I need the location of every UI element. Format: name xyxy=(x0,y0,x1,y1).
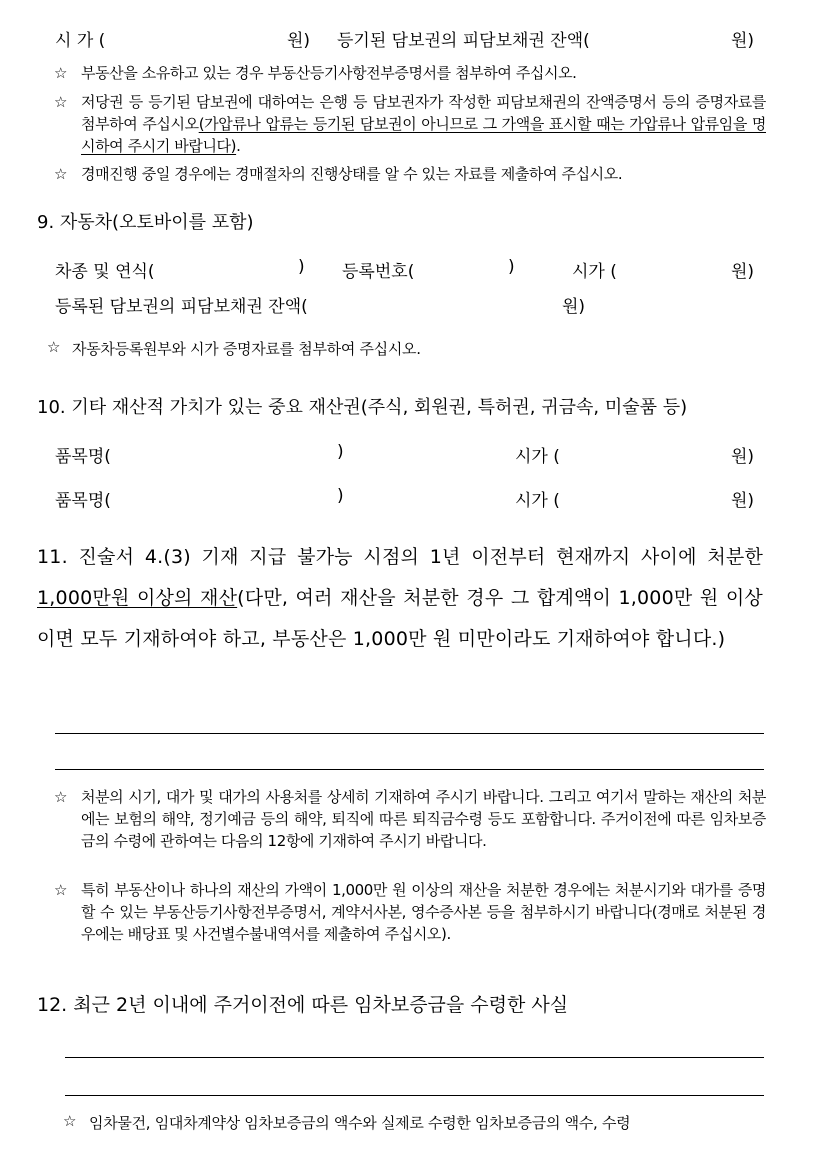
won-label: 원) xyxy=(731,31,755,51)
note-car-registry: 자동차등록원부와 시가 증명자료를 첨부하여 주십시오. xyxy=(72,340,421,358)
fill-in-line xyxy=(55,733,764,734)
star-icon: ☆ xyxy=(47,338,61,356)
registration-number-label: 등록번호( xyxy=(342,262,415,282)
won-label: 원) xyxy=(731,491,755,511)
won-label: 원) xyxy=(562,297,586,317)
star-icon: ☆ xyxy=(54,93,68,111)
secured-claim-label: 등기된 담보권의 피담보채권 잔액( xyxy=(337,31,590,51)
section-9-title: 9. 자동차(오토바이를 포함) xyxy=(37,212,254,233)
note-realestate-registry: ☆ 부동산을 소유하고 있는 경우 부동산등기사항전부증명서를 첨부하여 주십시오. xyxy=(54,64,577,82)
section-12-title: 12. 최근 2년 이내에 주거이전에 따른 임차보증금을 수령한 사실 xyxy=(37,994,569,1016)
close-paren: ) xyxy=(508,257,515,277)
star-icon: ☆ xyxy=(63,1112,77,1130)
section-11-paragraph: 11. 진술서 4.(3) 기재 지급 불가능 시점의 1년 이전부터 현재까지 사이에 처분한 1,000만원 이상의 재산(다만, 여러 재산을 처분한 경우 그 합계액이 1,000만 원 이상이면 모두 기재하여야 하고, 부동산은 1,000만 원 미만이라도 기재하여야 합니다.) xyxy=(37,546,763,650)
section-10-title: 10. 기타 재산적 가치가 있는 중요 재산권(주식, 회원권, 특허권, 귀금속, 미술품 등) xyxy=(37,397,688,418)
won-label: 원) xyxy=(731,262,755,282)
market-value-label: 시가 ( xyxy=(515,447,560,467)
close-paren: ) xyxy=(298,257,305,277)
fill-in-line xyxy=(55,769,764,770)
close-paren: ) xyxy=(337,486,344,506)
won-label: 원) xyxy=(731,447,755,467)
won-label: 원) xyxy=(287,31,311,51)
note-auction: ☆ 경매진행 중일 경우에는 경매절차의 진행상태를 알 수 있는 자료를 제출하여 주십시오. xyxy=(54,165,623,183)
star-icon: ☆ xyxy=(54,165,68,183)
item-name-label: 품목명( xyxy=(55,491,111,511)
market-value-label: 시 가 ( xyxy=(55,31,106,51)
note-secured-claim: ☆ 저당권 등 등기된 담보권에 대하여는 은행 등 담보권자가 작성한 피담보채권의 잔액증명서 등의 증명자료를 첨부하여 주십시오(가압류나 압류는 등기된 담보권이 아니므로 그 가액을 표시할 때는 가압류나 압류임을 명시하여 주시기 바랍니다). xyxy=(54,93,766,155)
note-disposal-evidence: ☆ 특히 부동산이나 하나의 재산의 가액이 1,000만 원 이상의 재산을 처분한 경우에는 처분시기와 대가를 증명할 수 있는 부동산등기사항전부증명서, 계약서사본, 영수증사본 등을 첨부하시기 바랍니다(경매로 처분된 경우에는 배당표 및 사건별수불내역서를 제출하여 주십시오). xyxy=(54,881,766,943)
fill-in-line xyxy=(65,1057,764,1058)
car-type-label: 차종 및 연식( xyxy=(55,262,155,282)
note-disposal-details: ☆ 처분의 시기, 대가 및 대가의 사용처를 상세히 기재하여 주시기 바랍니다. 그리고 여기서 말하는 재산의 처분에는 보험의 해약, 정기예금 등의 해약, 퇴직에 따른 퇴직금수령 등도 포함합니다. 주거이전에 따른 임차보증금의 수령에 관하여는 다음의 12항에 기재하여 주시기 바랍니다. xyxy=(54,788,766,850)
star-icon: ☆ xyxy=(54,64,68,82)
note-deposit: 임차물건, 임대차계약상 임차보증금의 액수와 실제로 수령한 임차보증금의 액수, 수령 xyxy=(89,1114,631,1132)
market-value-label: 시가 ( xyxy=(572,262,617,282)
market-value-label: 시가 ( xyxy=(515,491,560,511)
star-icon: ☆ xyxy=(54,788,68,806)
star-icon: ☆ xyxy=(54,881,68,899)
item-name-label: 품목명( xyxy=(55,447,111,467)
close-paren: ) xyxy=(337,442,344,462)
car-secured-claim-label: 등록된 담보권의 피담보채권 잔액( xyxy=(55,297,308,317)
fill-in-line xyxy=(65,1095,764,1096)
